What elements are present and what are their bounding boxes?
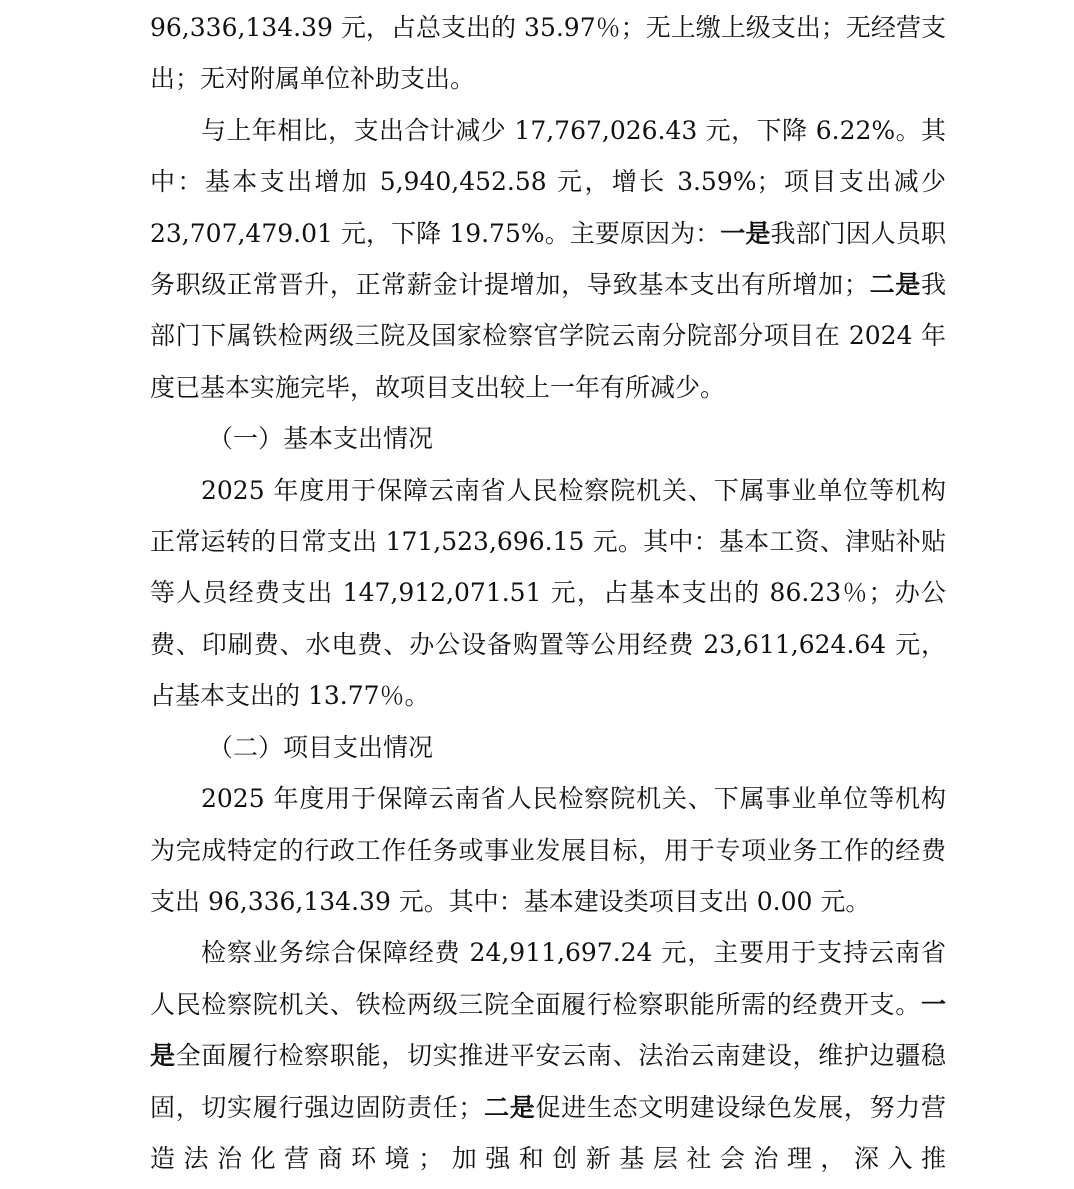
emphasis-second: 二是 [483,1092,536,1122]
emphasis-second: 二是 [868,270,921,300]
text-segment: 与上年相比，支出合计减少 17,767,026.43 元，下降 6.22%。其中：基本支出增加 5,940,452.58 元，增长 3.59%；项目支出减少 23,707,479.01 元，下降 19.75%。主要原因为： [150,115,946,248]
paragraph-procuratorial-funds [150,927,946,1184]
text-segment: 我部门因人员职务职级正常晋升，正常薪金计提增加，导致基本支出有所增加； [150,218,946,300]
text-segment: 96,336,134.39 元，占总支出的 35.97％；无上缴上级支出；无经营支出；无对附属单位补助支出。 [150,13,946,94]
heading-text: （二）项目支出情况 [208,732,434,762]
emphasis-first: 一是 [150,989,946,1071]
emphasis-first: 一是 [720,218,771,248]
text-segment: 2025 年度用于保障云南省人民检察院机关、下属事业单位等机构正常运转的日常支出 171,523,696.15 元。其中：基本工资、津贴补贴等人员经费支出 147,912,071.51 元，占基本支出的 86.23％；办公费、印刷费、水电费、办公设备购置等公用经费 23,611,624.64 元，占基本支出的 13.77％。 [150,475,946,711]
paragraph-project-expenditure [150,773,946,927]
text-segment: 全面履行检察职能，切实推进平安云南、法治云南建设，维护边疆稳固，切实履行强边固防责任； [150,1041,946,1122]
text-segment: 促进生态文明建设绿色发展，努力营造法治化营商环境；加强和创新基层社会治理，深入推 [150,1092,946,1173]
heading-text: （一）基本支出情况 [208,424,434,454]
section-heading-project-expenditure [150,722,946,773]
paragraph-basic-expenditure [150,465,946,722]
paragraph-year-comparison [150,105,946,413]
text-segment: 检察业务综合保障经费 24,911,697.24 元，主要用于支持云南省人民检察院机关、铁检两级三院全面履行检察职能所需的经费开支。 [150,938,946,1019]
section-heading-basic-expenditure [150,413,946,464]
text-segment: 2025 年度用于保障云南省人民检察院机关、下属事业单位等机构为完成特定的行政工作任务或事业发展目标，用于专项业务工作的经费支出 96,336,134.39 元。其中：基本建设类项目支出 0.00 元。 [150,784,946,916]
document-body [150,2,946,1184]
paragraph-expenditure-summary [150,2,946,105]
text-segment: 我部门下属铁检两级三院及国家检察官学院云南分院部分项目在 2024 年度已基本实施完毕，故项目支出较上一年有所减少。 [150,270,946,402]
